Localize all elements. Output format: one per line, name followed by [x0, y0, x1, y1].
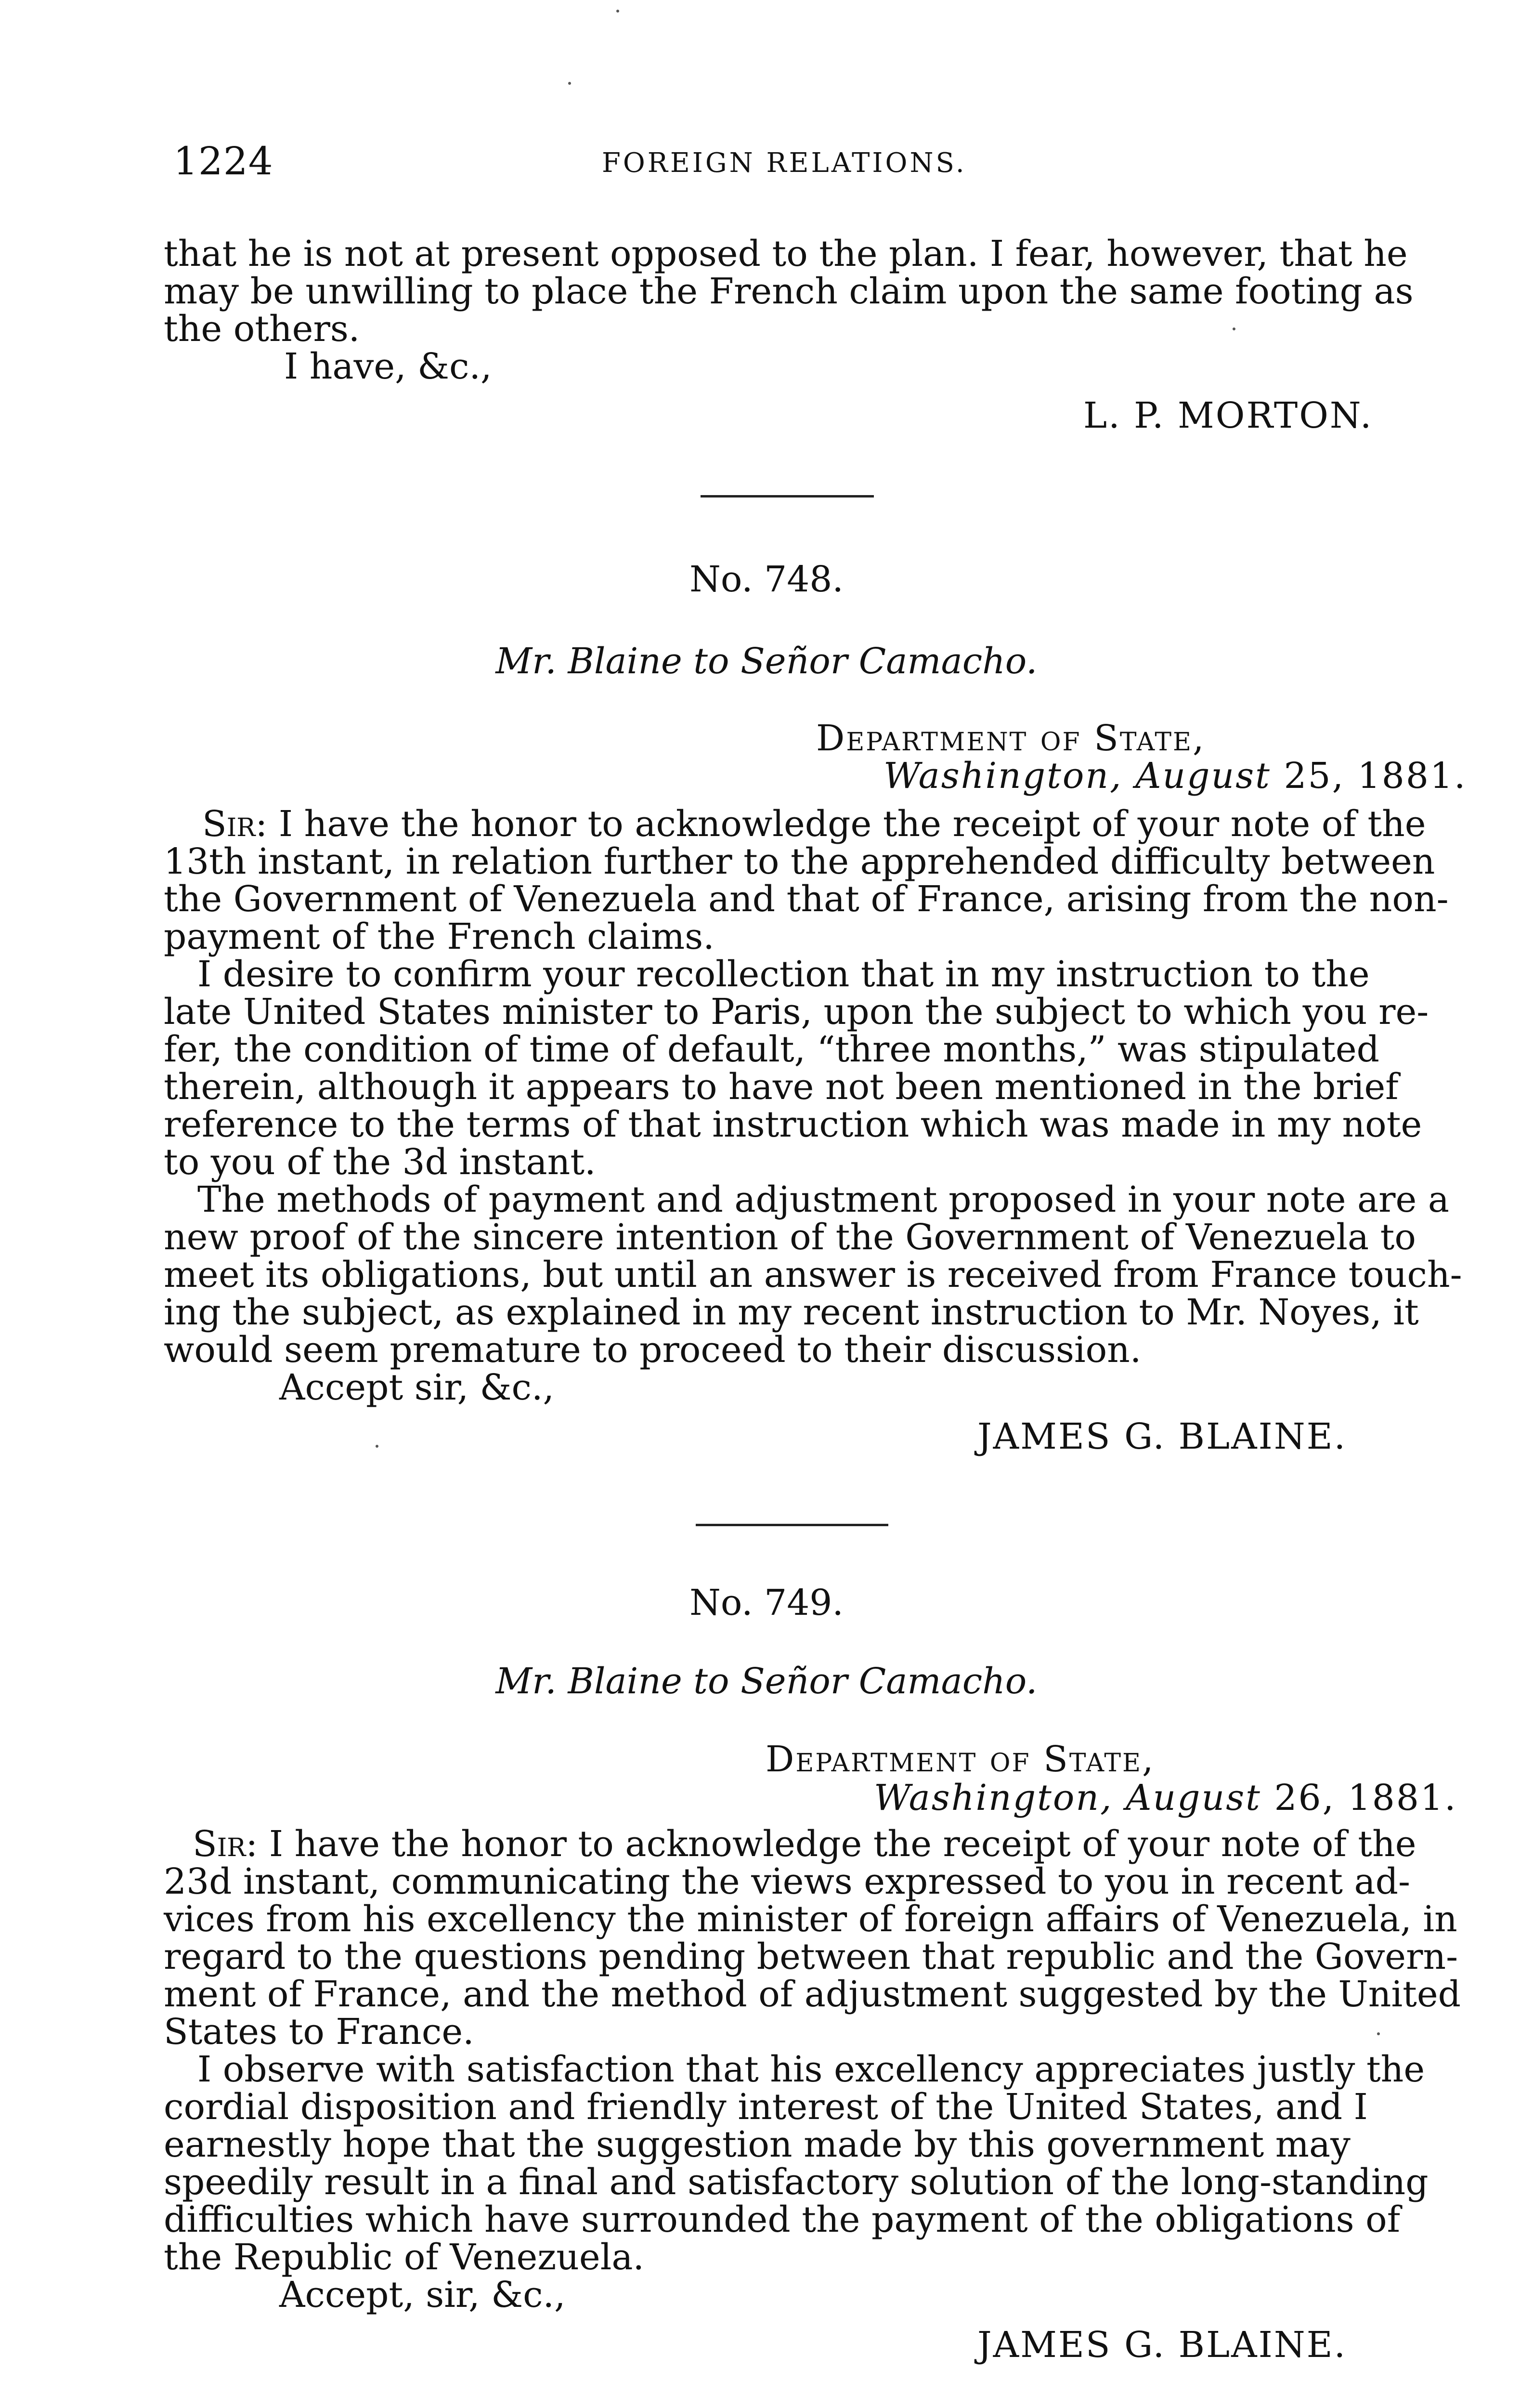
text-line: ing the subject, as explained in my recent instruction to Mr. Noyes, it	[164, 1292, 1419, 1333]
document-number: No. 748.	[689, 559, 844, 600]
salutation-line	[164, 1825, 1435, 1863]
text-line: difficulties which have surrounded the payment of the obligations of	[164, 2199, 1401, 2240]
text-line: fer, the condition of time of default, “three months,” was stipulated	[164, 1029, 1379, 1070]
section-divider	[701, 495, 874, 497]
letter-title: Mr. Blaine to Señor Camacho.	[495, 1661, 1038, 1702]
running-title: FOREIGN RELATIONS.	[602, 147, 967, 179]
text-line: I have the honor to acknowledge the receipt of your note of the	[278, 803, 1426, 845]
department-line: Department of State,	[816, 718, 1206, 759]
text-line: to you of the 3d instant.	[164, 1141, 596, 1183]
document-number: No. 749.	[689, 1582, 844, 1623]
text-line: the Government of Venezuela and that of France, arising from the non-	[164, 878, 1449, 920]
text-line: reference to the terms of that instruction which was made in my note	[164, 1104, 1422, 1145]
text-line: cordial disposition and friendly interest of the United States, and I	[164, 2086, 1368, 2128]
text-line: ment of France, and the method of adjustment suggested by the United	[164, 1974, 1461, 2015]
page-number: 1224	[173, 139, 273, 183]
scan-speck	[568, 82, 571, 85]
scan-speck	[1233, 327, 1235, 330]
text-line: would seem premature to proceed to their discussion.	[164, 1329, 1142, 1371]
dateline-place: Washington, August	[874, 1777, 1261, 1819]
dateline	[874, 1777, 1457, 1819]
text-line: I have the honor to acknowledge the receipt of your note of the	[269, 1823, 1416, 1865]
closing-line: I have, &c.,	[284, 346, 492, 387]
dateline-date: 26, 1881.	[1274, 1777, 1457, 1819]
text-line: 23d instant, communicating the views expressed to you in recent ad-	[164, 1861, 1411, 1902]
text-line: therein, although it appears to have not been mentioned in the brief	[164, 1066, 1399, 1108]
text-line: the others.	[164, 308, 360, 350]
text-line: the Republic of Venezuela.	[164, 2237, 645, 2278]
text-line: States to France.	[164, 2011, 474, 2053]
text-line: vices from his excellency the minister of foreign affairs of Venezuela, in	[164, 1898, 1457, 1940]
text-line: payment of the French claims.	[164, 916, 715, 957]
scan-speck	[1377, 2032, 1380, 2035]
text-line: new proof of the sincere intention of the Government of Venezuela to	[164, 1217, 1416, 1258]
text-line: I desire to confirm your recollection that in my instruction to the	[197, 954, 1370, 995]
closing-line: Accept, sir, &c.,	[279, 2274, 566, 2316]
letter-title: Mr. Blaine to Señor Camacho.	[495, 641, 1038, 682]
salutation-line	[164, 805, 1435, 843]
section-divider	[696, 1524, 888, 1526]
department-line: Department of State,	[766, 1739, 1155, 1780]
scan-speck	[616, 10, 619, 13]
dateline-date: 25, 1881.	[1284, 755, 1467, 797]
dateline-place: Washington, August	[883, 755, 1271, 797]
text-line: regard to the questions pending between that republic and the Govern-	[164, 1936, 1458, 1977]
text-line: meet its obligations, but until an answer is received from France touch-	[164, 1254, 1462, 1296]
signature: L. P. MORTON.	[1083, 395, 1373, 436]
signature: JAMES G. BLAINE.	[977, 1416, 1347, 1457]
salutation: Sir:	[202, 803, 268, 845]
text-line: speedily result in a final and satisfactory solution of the long-standing	[164, 2161, 1429, 2203]
text-line: earnestly hope that the suggestion made by this government may	[164, 2124, 1351, 2165]
text-line: 13th instant, in relation further to the apprehended difficulty between	[164, 841, 1435, 882]
text-line: that he is not at present opposed to the plan. I fear, however, that he	[164, 233, 1408, 275]
text-line: late United States minister to Paris, upon the subject to which you re-	[164, 991, 1429, 1033]
text-line: may be unwilling to place the French claim upon the same footing as	[164, 271, 1414, 312]
text-line: I observe with satisfaction that his excellency appreciates justly the	[197, 2049, 1425, 2090]
dateline	[883, 755, 1467, 797]
text-line: The methods of payment and adjustment proposed in your note are a	[197, 1179, 1449, 1220]
salutation: Sir:	[193, 1823, 258, 1865]
signature: JAMES G. BLAINE.	[977, 2324, 1347, 2366]
closing-line: Accept sir, &c.,	[279, 1367, 555, 1408]
scan-speck	[376, 1445, 378, 1448]
